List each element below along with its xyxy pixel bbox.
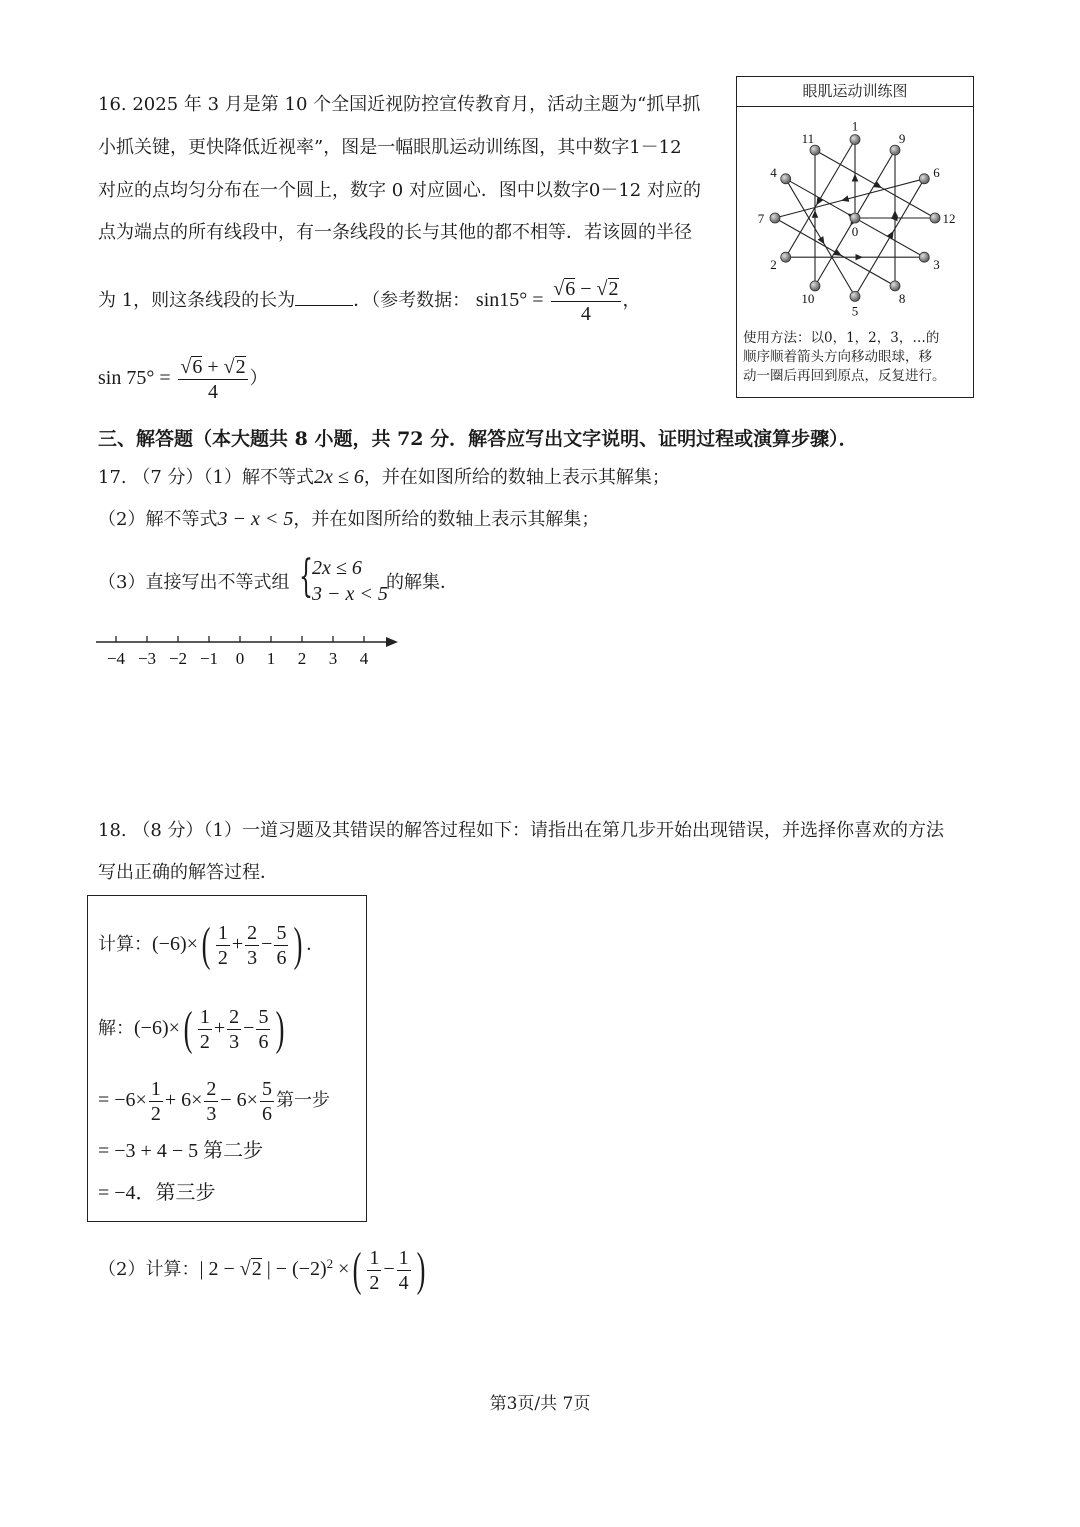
q17-ineq2: 3 − x < 5: [217, 508, 294, 530]
point-label-2: 2: [770, 257, 777, 273]
point-label-6: 6: [933, 164, 940, 180]
sin75-label: sin 75° =: [98, 367, 171, 389]
q16-line1: 16. 2025 年 3 月是第 10 个全国近视防控宣传教育月，活动主题为“抓早抓: [98, 94, 701, 115]
sin15-den: 4: [580, 302, 591, 325]
calc-frac-1: $\frac{1}{2}$: [217, 921, 228, 969]
calc-end: .: [306, 933, 312, 955]
step1-frac-2: $\frac{2}{3}$: [206, 1077, 217, 1125]
sin75-num-a: 6: [192, 355, 203, 378]
tick-label-2: −2: [168, 649, 188, 668]
segment-11-12: [815, 150, 935, 218]
point-2: [781, 252, 791, 262]
sin75-num-b: 2: [235, 355, 246, 378]
q16-line3: 对应的点均匀分布在一个圆上，数字 0 对应圆心．图中以数字0－12 对应的: [98, 180, 701, 201]
q18-line2: 写出正确的解答过程．: [98, 862, 278, 883]
q17-ineq1: 2x ≤ 6: [313, 466, 364, 488]
usage-line-1: 使用方法：以0，1，2，3，…的: [743, 330, 940, 346]
sin75-op: +: [202, 355, 224, 378]
q18-line1: 18. （8 分）（1）一道习题及其错误的解答过程如下：请指出在第几步开始出现错误，并选择你喜欢的方法: [98, 820, 944, 841]
step1-part-a: = −6×: [98, 1089, 147, 1111]
sin15-num-b: 2: [608, 277, 619, 300]
figure-usage: [743, 329, 946, 386]
point-7: [770, 213, 780, 223]
q17-line2: [98, 508, 599, 531]
answer-blank[interactable]: [295, 289, 353, 306]
segment-4-5: [786, 179, 855, 297]
point-1: [850, 135, 860, 145]
point-label-1: 1: [851, 118, 859, 134]
tick-label-7: 3: [328, 649, 338, 668]
q17-line3: （3）直接写出不等式组: [98, 572, 290, 593]
part2-label: （2）计算：: [98, 1259, 200, 1280]
point-11: [810, 145, 820, 155]
point-label-12: 12: [942, 211, 956, 226]
system-line-1: 2x ≤ 6: [312, 557, 362, 579]
solution-line: 解：(−6)×( $\frac{1}{2}$ + $\frac{2}{3}$ − $\frac{5}{6}$ ): [98, 1002, 285, 1055]
step-1: [98, 1072, 330, 1129]
q18-part2: （2）计算：| 2 − √2 | − $(-2)^2$ ×( $\frac{1}{2}$ − $\frac{1}{4}$ ): [98, 1243, 426, 1296]
eye-training-figure: [736, 76, 974, 398]
part2-expr-a: | 2 −: [199, 1258, 240, 1280]
part2-expr-b: | − (−2): [261, 1258, 327, 1280]
tick-label-0: −4: [106, 649, 126, 668]
q17-line1-tail: ，并在如图所给的数轴上表示其解集；: [363, 467, 670, 488]
calc-op-2: −: [261, 933, 273, 955]
calc-label: 计算：: [98, 934, 152, 955]
q17-line1: [98, 466, 670, 489]
part2-exponent: 2: [326, 1256, 334, 1271]
point-label-3: 3: [933, 257, 940, 273]
point-12: [930, 213, 940, 223]
sol-frac-2: $\frac{2}{3}$: [229, 1005, 240, 1053]
system-line-2: 3 − x < 5: [312, 583, 388, 605]
point-0: [850, 213, 860, 223]
step1-label: 第一步: [275, 1090, 330, 1111]
tick-label-1: −3: [137, 649, 157, 668]
q16-close: ）: [249, 368, 268, 389]
q16-ref-label: ．（参考数据：: [353, 290, 471, 311]
part2-sqrt: 2: [251, 1258, 262, 1280]
tick-label-8: 4: [359, 649, 369, 668]
calc-op-1: +: [231, 933, 244, 955]
point-label-7: 7: [757, 211, 765, 226]
q16-line2: 小抓关键，更快降低近视率”，图是一幅眼肌运动训练图，其中数字1－12: [98, 137, 682, 158]
number-line-arrow-icon: [386, 637, 398, 647]
step1-part-c: − 6×: [220, 1089, 258, 1111]
step1-frac-3: $\frac{5}{6}$: [261, 1077, 272, 1125]
segment-5-6: [855, 179, 924, 297]
point-label-8: 8: [898, 290, 906, 306]
part2-expr-c: ×: [333, 1258, 350, 1280]
tick-label-4: 0: [235, 649, 245, 668]
point-8: [890, 281, 900, 291]
q16-comma: ，: [622, 290, 641, 311]
point-9: [890, 145, 900, 155]
point-label-0: 0: [851, 224, 859, 239]
point-label-9: 9: [898, 131, 906, 147]
calc-frac-2: $\frac{2}{3}$: [247, 921, 258, 969]
point-label-5: 5: [851, 303, 859, 319]
point-5: [850, 291, 860, 301]
point-4: [781, 174, 791, 184]
eye-training-diagram: [737, 107, 973, 327]
sol-label: 解：: [98, 1018, 134, 1039]
step1-frac-1: $\frac{1}{2}$: [150, 1077, 161, 1125]
brace-icon: {: [299, 551, 313, 602]
point-6: [919, 174, 929, 184]
sol-op-1: +: [213, 1017, 226, 1039]
calc-prefix: (−6)×: [152, 933, 198, 955]
usage-line-3: 动一圈后再回到原点，反复进行。: [743, 368, 946, 384]
q16-line4: 点为端点的所有线段中，有一条线段的长与其他的都不相等．若该圆的半径: [98, 222, 692, 243]
part2-frac-2: $\frac{1}{4}$: [398, 1246, 409, 1294]
page-footer: 第3页/共 7页: [489, 1394, 591, 1414]
q17-line2-tail: ，并在如图所给的数轴上表示其解集；: [293, 509, 600, 530]
part2-op: −: [383, 1258, 395, 1280]
tick-label-5: 1: [266, 649, 276, 668]
sol-op-2: −: [243, 1017, 255, 1039]
usage-line-2: 顺序顺着箭头方向移动眼球，移: [743, 349, 932, 365]
q17-line2-text: （2）解不等式: [98, 509, 218, 530]
sin15-op: −: [575, 277, 597, 300]
wrong-solution-box: [87, 895, 367, 1222]
step-2: = −3 + 4 − 5 第二步: [98, 1140, 264, 1162]
section3-heading: 三、解答题（本大题共 8 小题，共 72 分．解答应写出文字说明、证明过程或演算步骤）．: [98, 428, 858, 450]
sol-prefix: (−6)×: [134, 1017, 180, 1039]
step-3: = −4．第三步: [98, 1182, 216, 1204]
q17-line1-text: 17. （7 分）（1）解不等式: [98, 467, 314, 488]
number-line[interactable]: [94, 630, 404, 672]
q16-line5-text: 为 1，则这条线段的长为: [98, 290, 296, 311]
point-3: [919, 252, 929, 262]
tick-label-6: 2: [297, 649, 307, 668]
tick-label-3: −1: [199, 649, 219, 668]
point-label-4: 4: [770, 164, 777, 180]
sin15-fraction: $\frac{√6 - √2}{4}$: [553, 277, 619, 325]
sol-frac-3: $\frac{5}{6}$: [258, 1005, 269, 1053]
q17-system: [312, 555, 388, 607]
point-label-11: 11: [801, 131, 815, 147]
part2-frac-1: $\frac{1}{2}$: [369, 1246, 380, 1294]
point-label-10: 10: [801, 290, 815, 306]
q16-line5: [98, 272, 641, 329]
sin75-den: 4: [207, 380, 218, 403]
calc-line: 计算：(−6)×( $\frac{1}{2}$ + $\frac{2}{3}$ − $\frac{5}{6}$ ) .: [98, 918, 312, 971]
calc-frac-3: $\frac{5}{6}$: [276, 921, 287, 969]
figure-title: 眼肌运动训练图: [737, 77, 973, 107]
step1-part-b: + 6×: [164, 1089, 203, 1111]
sin15-num-a: 6: [565, 277, 576, 300]
sin75-fraction: $\frac{√6 + √2}{4}$: [180, 355, 246, 403]
sin15-label: sin15° =: [475, 289, 544, 311]
q16-line6: [98, 350, 268, 407]
q17-line3-tail: 的解集．: [386, 572, 458, 593]
sol-frac-1: $\frac{1}{2}$: [199, 1005, 210, 1053]
point-10: [810, 281, 820, 291]
